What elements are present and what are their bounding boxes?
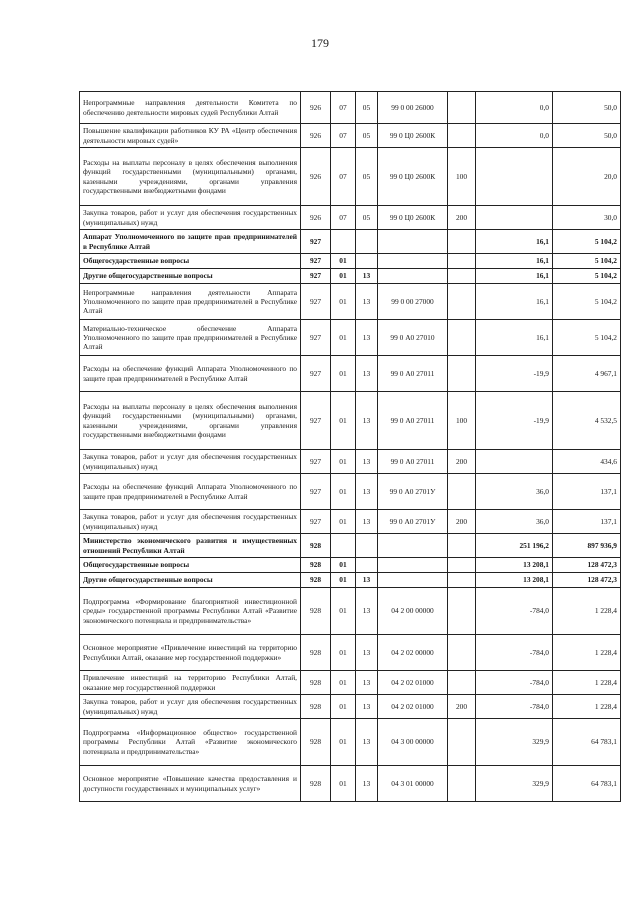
- expense-type-cell: 100: [448, 392, 476, 450]
- amount-change-cell: 16,1: [476, 269, 553, 284]
- subsection-code-cell: 05: [356, 148, 378, 206]
- ministry-code-cell: 927: [301, 269, 331, 284]
- target-article-cell: 04 2 02 01000: [378, 695, 448, 719]
- expense-type-cell: [448, 671, 476, 695]
- target-article-cell: [378, 534, 448, 558]
- section-code-cell: 01: [331, 635, 356, 671]
- ministry-code-cell: 927: [301, 450, 331, 474]
- expense-name-cell: Непрограммные направления деятельности Аппарата Уполномоченного по защите прав предпринимателей в Республике Алтай: [80, 284, 301, 320]
- subsection-code-cell: 13: [356, 269, 378, 284]
- table-row: [80, 206, 621, 230]
- section-code-cell: 07: [331, 148, 356, 206]
- ministry-code-cell: 928: [301, 534, 331, 558]
- section-code-cell: 01: [331, 573, 356, 588]
- amount-change-cell: 16,1: [476, 230, 553, 254]
- expense-name-cell: Повышение квалификации работников КУ РА «Центр обеспечения деятельности мировых судей»: [80, 124, 301, 148]
- subsection-code-cell: 13: [356, 766, 378, 802]
- budget-table: [79, 91, 621, 802]
- expense-name-cell: Основное мероприятие «Повышение качества предоставления и доступности государственных и муниципальных услуг»: [80, 766, 301, 802]
- subsection-code-cell: 13: [356, 450, 378, 474]
- amount-change-cell: -784,0: [476, 635, 553, 671]
- table-row: [80, 766, 621, 802]
- ministry-code-cell: 927: [301, 284, 331, 320]
- ministry-code-cell: 927: [301, 510, 331, 534]
- section-code-cell: 07: [331, 206, 356, 230]
- amount-total-cell: 5 104,2: [553, 320, 621, 356]
- expense-type-cell: [448, 230, 476, 254]
- expense-name-cell: Подпрограмма «Формирование благоприятной инвестиционной среды» государственной программы Республики Алтай «Развитие экономического потенциала и предпринимательства»: [80, 588, 301, 635]
- target-article-cell: 99 0 А0 2701У: [378, 510, 448, 534]
- amount-change-cell: -784,0: [476, 588, 553, 635]
- expense-name-cell: Общегосударственные вопросы: [80, 254, 301, 269]
- amount-total-cell: 128 472,3: [553, 558, 621, 573]
- table-row: [80, 558, 621, 573]
- ministry-code-cell: 928: [301, 573, 331, 588]
- subsection-code-cell: 13: [356, 695, 378, 719]
- expense-name-cell: Расходы на обеспечение функций Аппарата Уполномоченного по защите прав предпринимателей в Республике Алтай: [80, 474, 301, 510]
- amount-total-cell: 4 532,5: [553, 392, 621, 450]
- amount-change-cell: 251 196,2: [476, 534, 553, 558]
- amount-total-cell: 897 936,9: [553, 534, 621, 558]
- target-article-cell: 04 2 02 00000: [378, 635, 448, 671]
- target-article-cell: [378, 269, 448, 284]
- subsection-code-cell: 13: [356, 719, 378, 766]
- table-row: [80, 671, 621, 695]
- budget-table-body: [80, 92, 621, 802]
- expense-type-cell: 200: [448, 695, 476, 719]
- table-row: [80, 92, 621, 124]
- amount-change-cell: 329,9: [476, 719, 553, 766]
- amount-change-cell: 329,9: [476, 766, 553, 802]
- ministry-code-cell: 926: [301, 124, 331, 148]
- expense-name-cell: Закупка товаров, работ и услуг для обеспечения государственных (муниципальных) нужд: [80, 450, 301, 474]
- subsection-code-cell: [356, 254, 378, 269]
- target-article-cell: 99 0 Ц0 2600К: [378, 148, 448, 206]
- subsection-code-cell: [356, 558, 378, 573]
- ministry-code-cell: 927: [301, 392, 331, 450]
- table-row: [80, 474, 621, 510]
- ministry-code-cell: 928: [301, 588, 331, 635]
- expense-name-cell: Закупка товаров, работ и услуг для обеспечения государственных (муниципальных) нужд: [80, 695, 301, 719]
- amount-total-cell: 50,0: [553, 92, 621, 124]
- amount-total-cell: 1 228,4: [553, 671, 621, 695]
- expense-name-cell: Расходы на выплаты персоналу в целях обеспечения выполнения функций государственными (муниципальными) органами, казенными учреждениями, органами управления государственными внебюджетными фондами: [80, 392, 301, 450]
- target-article-cell: 04 2 00 00000: [378, 588, 448, 635]
- expense-type-cell: 200: [448, 510, 476, 534]
- expense-name-cell: Основное мероприятие «Привлечение инвестиций на территорию Республики Алтай, оказание мер государственной поддержки»: [80, 635, 301, 671]
- section-code-cell: 01: [331, 450, 356, 474]
- amount-total-cell: 5 104,2: [553, 284, 621, 320]
- expense-name-cell: Другие общегосударственные вопросы: [80, 573, 301, 588]
- section-code-cell: 01: [331, 510, 356, 534]
- ministry-code-cell: 928: [301, 671, 331, 695]
- ministry-code-cell: 928: [301, 635, 331, 671]
- table-row: [80, 148, 621, 206]
- subsection-code-cell: 13: [356, 474, 378, 510]
- subsection-code-cell: [356, 230, 378, 254]
- expense-type-cell: 200: [448, 450, 476, 474]
- amount-total-cell: 64 783,1: [553, 766, 621, 802]
- expense-type-cell: 200: [448, 206, 476, 230]
- table-row: [80, 269, 621, 284]
- target-article-cell: 99 0 А0 2701У: [378, 474, 448, 510]
- table-row: [80, 635, 621, 671]
- section-code-cell: 07: [331, 124, 356, 148]
- subsection-code-cell: 13: [356, 588, 378, 635]
- amount-total-cell: 20,0: [553, 148, 621, 206]
- expense-type-cell: [448, 320, 476, 356]
- page-number: 179: [311, 36, 329, 50]
- target-article-cell: 04 3 01 00000: [378, 766, 448, 802]
- ministry-code-cell: 926: [301, 206, 331, 230]
- amount-total-cell: 1 228,4: [553, 695, 621, 719]
- target-article-cell: 99 0 00 27000: [378, 284, 448, 320]
- amount-total-cell: 50,0: [553, 124, 621, 148]
- expense-type-cell: [448, 124, 476, 148]
- table-row: [80, 254, 621, 269]
- subsection-code-cell: 05: [356, 206, 378, 230]
- subsection-code-cell: 13: [356, 573, 378, 588]
- amount-change-cell: -784,0: [476, 671, 553, 695]
- expense-type-cell: [448, 92, 476, 124]
- expense-type-cell: [448, 766, 476, 802]
- expense-type-cell: 100: [448, 148, 476, 206]
- target-article-cell: 99 0 А0 27011: [378, 356, 448, 392]
- ministry-code-cell: 926: [301, 92, 331, 124]
- expense-name-cell: Министерство экономического развития и имущественных отношений Республики Алтай: [80, 534, 301, 558]
- table-row: [80, 510, 621, 534]
- ministry-code-cell: 927: [301, 230, 331, 254]
- amount-change-cell: 16,1: [476, 284, 553, 320]
- amount-change-cell: [476, 450, 553, 474]
- expense-type-cell: [448, 719, 476, 766]
- expense-name-cell: Закупка товаров, работ и услуг для обеспечения государственных (муниципальных) нужд: [80, 206, 301, 230]
- subsection-code-cell: 13: [356, 635, 378, 671]
- amount-change-cell: 36,0: [476, 474, 553, 510]
- amount-total-cell: 4 967,1: [553, 356, 621, 392]
- section-code-cell: 01: [331, 558, 356, 573]
- ministry-code-cell: 927: [301, 356, 331, 392]
- target-article-cell: [378, 230, 448, 254]
- target-article-cell: 99 0 А0 27011: [378, 450, 448, 474]
- section-code-cell: 01: [331, 320, 356, 356]
- expense-name-cell: Расходы на выплаты персоналу в целях обеспечения выполнения функций государственными (муниципальными) органами, казенными учреждениями, органами управления государственными внебюджетными фондами: [80, 148, 301, 206]
- ministry-code-cell: 928: [301, 695, 331, 719]
- target-article-cell: 99 0 А0 27011: [378, 392, 448, 450]
- amount-change-cell: -784,0: [476, 695, 553, 719]
- expense-type-cell: [448, 269, 476, 284]
- amount-total-cell: 1 228,4: [553, 635, 621, 671]
- amount-total-cell: 434,6: [553, 450, 621, 474]
- amount-change-cell: 36,0: [476, 510, 553, 534]
- expense-name-cell: Общегосударственные вопросы: [80, 558, 301, 573]
- amount-change-cell: -19,9: [476, 392, 553, 450]
- amount-change-cell: 0,0: [476, 92, 553, 124]
- expense-type-cell: [448, 474, 476, 510]
- expense-type-cell: [448, 534, 476, 558]
- table-row: [80, 392, 621, 450]
- section-code-cell: [331, 230, 356, 254]
- table-row: [80, 320, 621, 356]
- target-article-cell: 04 2 02 01000: [378, 671, 448, 695]
- amount-total-cell: 128 472,3: [553, 573, 621, 588]
- expense-type-cell: [448, 284, 476, 320]
- target-article-cell: [378, 254, 448, 269]
- amount-total-cell: 1 228,4: [553, 588, 621, 635]
- expense-name-cell: Подпрограмма «Информационное общество» государственной программы Республики Алтай «Развитие экономического потенциала и предпринимательства»: [80, 719, 301, 766]
- amount-change-cell: 0,0: [476, 124, 553, 148]
- amount-total-cell: 5 104,2: [553, 269, 621, 284]
- target-article-cell: 99 0 Ц0 2600К: [378, 124, 448, 148]
- expense-name-cell: Непрограммные направления деятельности Комитета по обеспечению деятельности мировых судей Республики Алтай: [80, 92, 301, 124]
- ministry-code-cell: 926: [301, 148, 331, 206]
- amount-total-cell: 137,1: [553, 474, 621, 510]
- table-row: [80, 534, 621, 558]
- subsection-code-cell: 13: [356, 356, 378, 392]
- ministry-code-cell: 927: [301, 474, 331, 510]
- subsection-code-cell: 13: [356, 671, 378, 695]
- section-code-cell: 07: [331, 92, 356, 124]
- section-code-cell: 01: [331, 719, 356, 766]
- amount-change-cell: [476, 148, 553, 206]
- expense-name-cell: Закупка товаров, работ и услуг для обеспечения государственных (муниципальных) нужд: [80, 510, 301, 534]
- subsection-code-cell: 13: [356, 284, 378, 320]
- section-code-cell: 01: [331, 695, 356, 719]
- expense-name-cell: Аппарат Уполномоченного по защите прав предпринимателей в Республике Алтай: [80, 230, 301, 254]
- expense-type-cell: [448, 635, 476, 671]
- target-article-cell: [378, 558, 448, 573]
- ministry-code-cell: 928: [301, 766, 331, 802]
- amount-total-cell: 5 104,2: [553, 230, 621, 254]
- amount-change-cell: -19,9: [476, 356, 553, 392]
- expense-type-cell: [448, 558, 476, 573]
- section-code-cell: 01: [331, 356, 356, 392]
- expense-type-cell: [448, 573, 476, 588]
- table-row: [80, 588, 621, 635]
- amount-total-cell: 137,1: [553, 510, 621, 534]
- ministry-code-cell: 928: [301, 719, 331, 766]
- table-row: [80, 573, 621, 588]
- target-article-cell: 99 0 А0 27010: [378, 320, 448, 356]
- expense-name-cell: Привлечение инвестиций на территорию Республики Алтай, оказание мер государственной поддержки: [80, 671, 301, 695]
- subsection-code-cell: 13: [356, 392, 378, 450]
- ministry-code-cell: 927: [301, 254, 331, 269]
- target-article-cell: 99 0 00 26000: [378, 92, 448, 124]
- table-row: [80, 719, 621, 766]
- section-code-cell: 01: [331, 392, 356, 450]
- amount-change-cell: 16,1: [476, 320, 553, 356]
- subsection-code-cell: 13: [356, 320, 378, 356]
- amount-change-cell: 13 208,1: [476, 558, 553, 573]
- section-code-cell: 01: [331, 474, 356, 510]
- section-code-cell: 01: [331, 766, 356, 802]
- ministry-code-cell: 927: [301, 320, 331, 356]
- section-code-cell: 01: [331, 588, 356, 635]
- ministry-code-cell: 928: [301, 558, 331, 573]
- section-code-cell: 01: [331, 254, 356, 269]
- amount-change-cell: 16,1: [476, 254, 553, 269]
- section-code-cell: [331, 534, 356, 558]
- table-row: [80, 695, 621, 719]
- table-row: [80, 284, 621, 320]
- expense-type-cell: [448, 356, 476, 392]
- amount-change-cell: 13 208,1: [476, 573, 553, 588]
- target-article-cell: 99 0 Ц0 2600К: [378, 206, 448, 230]
- expense-type-cell: [448, 588, 476, 635]
- subsection-code-cell: 05: [356, 92, 378, 124]
- amount-total-cell: 64 783,1: [553, 719, 621, 766]
- table-row: [80, 124, 621, 148]
- expense-name-cell: Расходы на обеспечение функций Аппарата Уполномоченного по защите прав предпринимателей в Республике Алтай: [80, 356, 301, 392]
- subsection-code-cell: [356, 534, 378, 558]
- target-article-cell: 04 3 00 00000: [378, 719, 448, 766]
- expense-name-cell: Материально-техническое обеспечение Аппарата Уполномоченного по защите прав предпринимателей в Республике Алтай: [80, 320, 301, 356]
- section-code-cell: 01: [331, 671, 356, 695]
- amount-total-cell: 5 104,2: [553, 254, 621, 269]
- amount-change-cell: [476, 206, 553, 230]
- table-row: [80, 230, 621, 254]
- table-row: [80, 356, 621, 392]
- expense-type-cell: [448, 254, 476, 269]
- subsection-code-cell: 05: [356, 124, 378, 148]
- table-row: [80, 450, 621, 474]
- amount-total-cell: 30,0: [553, 206, 621, 230]
- target-article-cell: [378, 573, 448, 588]
- subsection-code-cell: 13: [356, 510, 378, 534]
- expense-name-cell: Другие общегосударственные вопросы: [80, 269, 301, 284]
- section-code-cell: 01: [331, 269, 356, 284]
- section-code-cell: 01: [331, 284, 356, 320]
